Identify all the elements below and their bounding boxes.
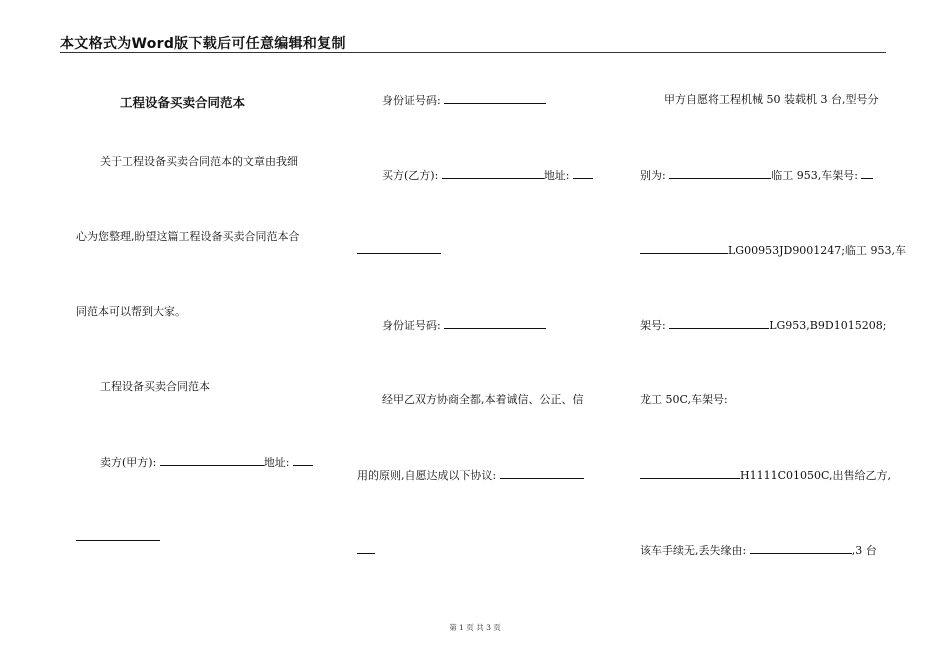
frame-number-3: H1111C01050C,出售给乙方, [740, 469, 892, 482]
buyer-address-blank [573, 168, 593, 179]
frame-blank-1 [861, 168, 873, 179]
contract-title: 工程设备买卖合同范本 [120, 95, 246, 110]
model-blank [669, 168, 771, 179]
frame-blank-3 [640, 468, 740, 479]
buyer-name-blank [442, 168, 544, 179]
loss-reason-blank [750, 543, 852, 554]
sale-line-3 [640, 243, 906, 258]
agreement-line-2 [357, 468, 584, 483]
buyer-address-label: 地址: [543, 169, 570, 182]
agreement-text: 用的原则,自愿达成以下协议: [357, 469, 497, 482]
model-info-1: 临工 953,车架号: [771, 169, 858, 182]
header-divider [60, 52, 886, 53]
sale-line-7 [640, 543, 877, 558]
id-line-1 [382, 93, 546, 108]
loss-reason-label: 该车手续无,丢失缘由: [640, 544, 747, 557]
frame-label-2: 架号: [640, 319, 666, 332]
seller-continuation-blank [76, 540, 160, 541]
agreement-line-1: 经甲乙双方协商全都,本着诚信、公正、信 [382, 393, 584, 406]
intro-line-2: 心为您整理,盼望这篇工程设备买卖合同范本合 [76, 230, 300, 243]
id-label-2: 身份证号码: [382, 319, 441, 332]
buyer-line [382, 168, 593, 183]
sale-line-5: 龙工 50C,车架号: [640, 393, 728, 406]
document-header-title: 本文格式为Word版下载后可任意编辑和复制 [60, 36, 346, 52]
id-blank-1 [444, 93, 546, 104]
page-number-footer: 第 1 页 共 3 页 [449, 623, 501, 632]
id-line-2 [382, 318, 546, 333]
sale-line-1: 甲方自愿将工程机械 50 装载机 3 台,型号分 [664, 93, 879, 106]
sale-line-6 [640, 468, 891, 483]
seller-label: 卖方(甲方): [100, 456, 157, 469]
agreement-blank [500, 468, 584, 479]
intro-line-1: 关于工程设备买卖合同范本的文章由我细 [100, 155, 298, 168]
model-label: 别为: [640, 169, 666, 182]
sale-line-2 [640, 168, 873, 183]
buyer-label: 买方(乙方): [382, 169, 439, 182]
agreement-continuation-blank [357, 553, 375, 554]
frame-blank-1b [640, 243, 728, 254]
seller-address-blank [293, 455, 313, 466]
sale-line-4 [640, 318, 886, 333]
contract-subtitle: 工程设备买卖合同范本 [100, 380, 210, 393]
seller-line [100, 455, 313, 470]
seller-name-blank [160, 455, 264, 466]
seller-address-label: 地址: [263, 456, 290, 469]
frame-blank-2 [669, 318, 769, 329]
intro-line-3: 同范本可以帮到大家。 [76, 305, 186, 318]
frame-number-1: LG00953JD9001247;临工 953,车 [728, 244, 906, 257]
frame-number-2: LG953,B9D1015208; [769, 319, 887, 332]
buyer-continuation-blank [357, 253, 441, 254]
unit-count: ,3 台 [851, 544, 877, 557]
id-blank-2 [444, 318, 546, 329]
id-label-1: 身份证号码: [382, 94, 441, 107]
